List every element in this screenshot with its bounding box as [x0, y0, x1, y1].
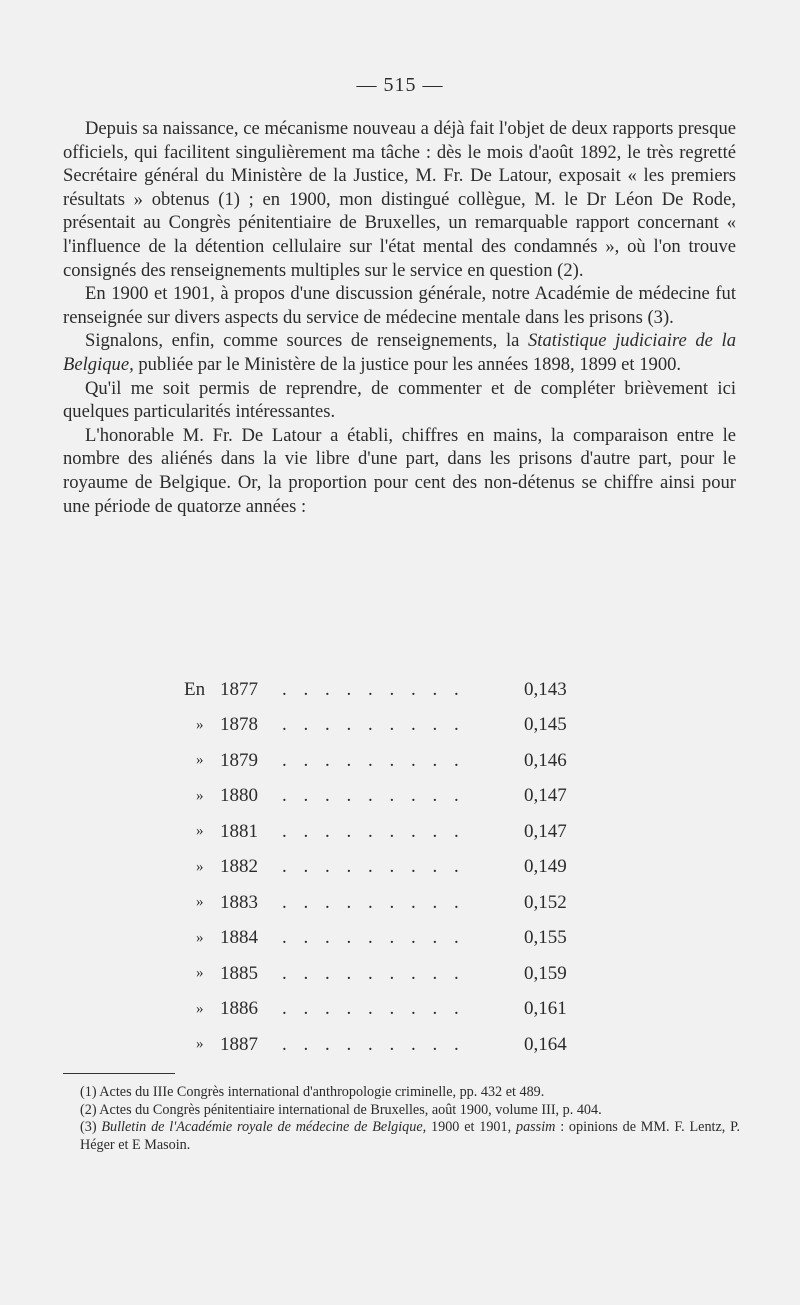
leader-dots: . . . . . . . . .	[282, 1033, 465, 1055]
row-value: 0,145	[524, 714, 567, 736]
row-value: 0,161	[524, 998, 567, 1020]
row-value: 0,164	[524, 1033, 567, 1055]
leader-dots: . . . . . . . . .	[282, 714, 465, 736]
row-year: 1887	[220, 1033, 258, 1055]
table-row	[184, 850, 604, 886]
table-row	[184, 956, 604, 992]
table-row	[184, 779, 604, 815]
leader-dots: . . . . . . . . .	[282, 856, 465, 878]
leader-dots: . . . . . . . . .	[282, 749, 465, 771]
ditto-mark: »	[196, 1036, 204, 1053]
ditto-mark: »	[196, 965, 204, 982]
row-year: 1884	[220, 927, 258, 949]
page-number: — 515 —	[356, 74, 444, 96]
leader-dots: . . . . . . . . .	[282, 820, 465, 842]
row-value: 0,149	[524, 856, 567, 878]
row-year: 1877	[220, 678, 258, 700]
table-row	[184, 814, 604, 850]
footnote-2: (2) Actes du Congrès pénitentiaire international de Bruxelles, août 1900, volume III, p. 404.	[80, 1101, 602, 1118]
row-year: 1885	[220, 962, 258, 984]
table-row	[184, 1027, 604, 1063]
leader-dots: . . . . . . . . .	[282, 785, 465, 807]
body-text	[63, 117, 736, 518]
row-year: 1882	[220, 856, 258, 878]
statistics-table	[184, 672, 604, 1063]
ditto-mark: »	[196, 787, 204, 804]
table-row	[184, 708, 604, 744]
footnote-3: (3) Bulletin de l'Académie royale de médecine de Belgique, 1900 et 1901, passim : opinions de MM. F. Lentz, P. Héger et E Masoin.	[80, 1119, 740, 1153]
leader-dots: . . . . . . . . .	[282, 927, 465, 949]
table-row	[184, 885, 604, 921]
row-value: 0,147	[524, 785, 567, 807]
ditto-mark: »	[196, 858, 204, 875]
publication-title: Statistique judiciaire de la Belgique,	[63, 330, 736, 375]
footnotes	[80, 1084, 740, 1154]
row-prefix: En	[184, 678, 206, 700]
ditto-mark: »	[196, 1000, 204, 1017]
row-value: 0,155	[524, 927, 567, 949]
leader-dots: . . . . . . . . .	[282, 891, 465, 913]
ditto-mark: »	[196, 823, 204, 840]
paragraph-4: Qu'il me soit permis de reprendre, de commenter et de compléter brièvement ici quelques particularités intéressantes.	[63, 377, 736, 423]
paragraph-3: Signalons, enfin, comme sources de renseignements, la Statistique judiciaire de la Belgique, publiée par le Ministère de la justice pour les années 1898, 1899 et 1900.	[63, 330, 736, 375]
row-year: 1883	[220, 891, 258, 913]
leader-dots: . . . . . . . . .	[282, 678, 465, 700]
footnote-1: (1) Actes du IIIe Congrès international d'anthropologie criminelle, pp. 432 et 489.	[80, 1084, 545, 1100]
ditto-mark: »	[196, 716, 204, 733]
row-value: 0,143	[524, 678, 567, 700]
table-row	[184, 672, 604, 708]
row-year: 1880	[220, 785, 258, 807]
row-year: 1886	[220, 998, 258, 1020]
leader-dots: . . . . . . . . .	[282, 998, 465, 1020]
table-row	[184, 992, 604, 1028]
leader-dots: . . . . . . . . .	[282, 962, 465, 984]
ditto-mark: »	[196, 752, 204, 769]
row-year: 1879	[220, 749, 258, 771]
table-row	[184, 743, 604, 779]
ditto-mark: »	[196, 929, 204, 946]
row-year: 1881	[220, 820, 258, 842]
paragraph-1: Depuis sa naissance, ce mécanisme nouveau a déjà fait l'objet de deux rapports presque officiels, qui facilitent singulièrement ma tâche : dès le mois d'août 1892, le très regretté Secrétaire général du Ministère de la Justice, M. Fr. De Latour, exposait « les premiers résultats » obtenus (1) ; en 1900, mon distingué collègue, M. le Dr Léon De Rode, présentait au Congrès pénitentiaire de Bruxelles, un remarquable rapport concernant « l'influence de la détention cellulaire sur l'état mental des condamnés », où l'on trouve consignés des renseignements multiples sur le service en question (2).	[63, 118, 736, 281]
paragraph-5: L'honorable M. Fr. De Latour a établi, chiffres en mains, la comparaison entre le nombre des aliénés dans la vie libre d'une part, dans les prisons d'autre part, pour le royaume de Belgique. Or, la proportion pour cent des non-détenus se chiffre ainsi pour une période de quatorze années :	[63, 424, 736, 517]
row-value: 0,146	[524, 749, 567, 771]
row-value: 0,147	[524, 820, 567, 842]
paragraph-2: En 1900 et 1901, à propos d'une discussion générale, notre Académie de médecine fut renseignée sur divers aspects du service de médecine mentale dans les prisons (3).	[63, 283, 736, 328]
ditto-mark: »	[196, 894, 204, 911]
table-row	[184, 921, 604, 957]
footnote-rule	[63, 1073, 175, 1074]
row-value: 0,152	[524, 891, 567, 913]
row-value: 0,159	[524, 962, 567, 984]
row-year: 1878	[220, 714, 258, 736]
